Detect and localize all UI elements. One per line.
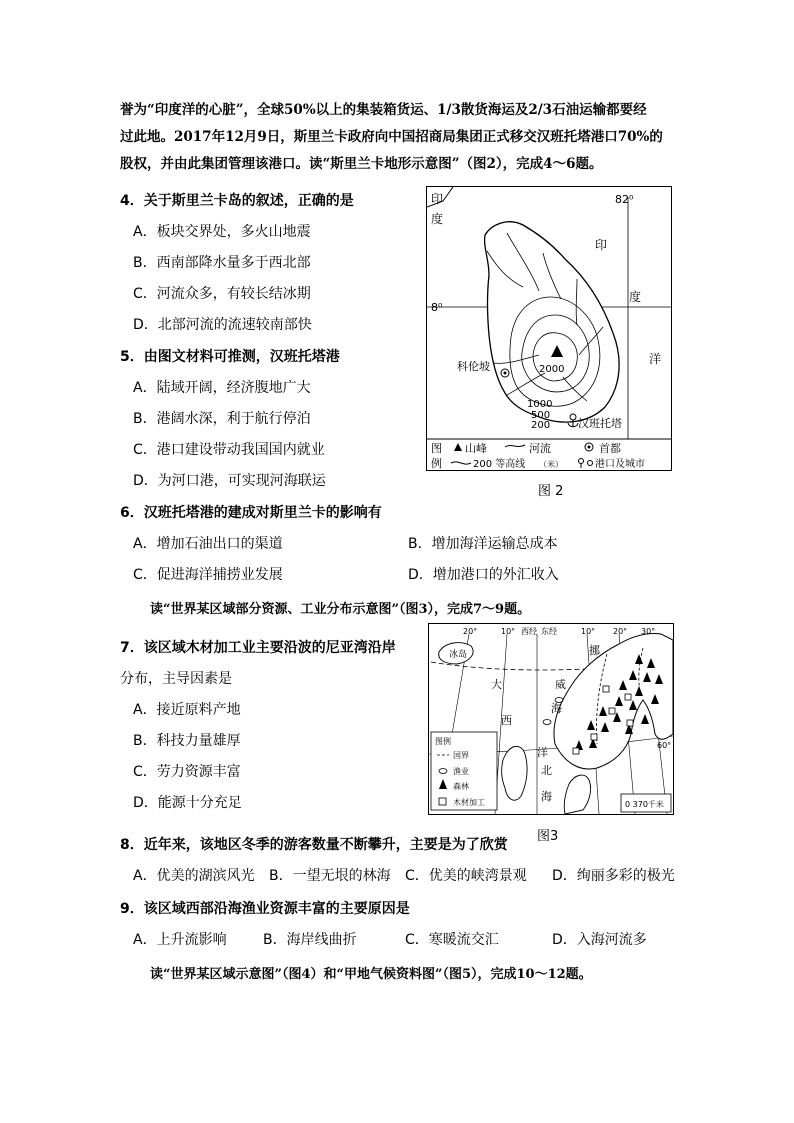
capital-icon-dot [504, 372, 507, 375]
question-4-option-a: A．板块交界处，多火山地震 [133, 224, 311, 240]
iceland-label: 冰岛 [449, 650, 468, 660]
scandinavia-map-drawing [429, 624, 673, 814]
legend-river-icon [505, 445, 525, 447]
question-8-option-a: A．优美的湖滨风光 [133, 868, 255, 884]
lon-label-30e: 30° [641, 627, 656, 636]
legend-label-1: 图 [431, 442, 442, 455]
east-longitude-label: 东经 [541, 627, 557, 636]
question-9-option-c: C．寒暖流交汇 [405, 932, 499, 948]
question-5-option-b: B．港阔水深，利于航行停泊 [133, 411, 311, 427]
north-sea-label-hai: 海 [541, 790, 552, 803]
sea-label-left-2: 度 [431, 212, 444, 226]
legend-wood-icon [439, 798, 446, 805]
question-6-title: 6．汉班托塔港的建成对斯里兰卡的影响有 [120, 505, 382, 521]
north-sea-label-bei: 北 [541, 764, 552, 777]
ocean-label-xi: 西 [501, 714, 512, 727]
contour-200-label: 200 [531, 420, 551, 431]
port-icon [570, 414, 576, 420]
sri-lanka-map-drawing [427, 187, 671, 470]
longitude-label: 82⁰ [615, 193, 634, 206]
question-9-title: 9．该区域西部沿海渔业资源丰富的主要原因是 [120, 901, 410, 917]
intro-line-2: 过此地。2017年12月9日，斯里兰卡政府向中国招商局集团正式移交汉班托塔港口70%的 [120, 129, 663, 145]
question-7-option-c: C．劳力资源丰富 [133, 764, 241, 780]
ocean-label-yang: 洋 [537, 746, 548, 759]
question-6-option-c: C．促进海洋捕捞业发展 [133, 567, 283, 583]
lon-label-20w: 20° [463, 627, 478, 636]
legend-label-2: 例 [431, 457, 442, 470]
question-8-title: 8．近年来，该地区冬季的游客数量不断攀升，主要是为了欣赏 [120, 837, 508, 853]
norway-label: 挪 [589, 644, 600, 657]
question-5-option-c: C．港口建设带动我国国内就业 [133, 442, 325, 458]
question-5-option-d: D．为河口港，可实现河海联运 [133, 473, 326, 489]
question-4-option-b: B．西南部降水量多于西北部 [133, 255, 311, 271]
figure-3-scandinavia-map [428, 623, 674, 815]
legend-contour-icon [451, 462, 471, 464]
legend-port-label: 港口及城市 [595, 459, 645, 470]
reading-instruction-fig4-5: 读“世界某区域示意图”（图4）和“甲地气候资料图”（图5），完成10～12题。 [150, 967, 592, 982]
question-9-option-d: D．入海河流多 [552, 932, 647, 948]
legend-border-label: 国界 [453, 751, 469, 760]
question-7-title-line2: 分布，主导因素是 [120, 671, 232, 687]
port-label: 汉班托塔 [578, 417, 622, 430]
question-7-option-a: A．接近原料产地 [133, 702, 241, 718]
question-5-title: 5．由图文材料可推测，汉班托塔港 [120, 349, 340, 365]
west-longitude-label: 西经 [521, 627, 537, 636]
british-isles-outline [502, 746, 527, 800]
legend-capital-label: 首都 [599, 442, 621, 455]
norway-sea-label-wei: 威 [555, 678, 566, 691]
question-8-option-c: C．优美的峡湾景观 [405, 868, 527, 884]
legend-forest-label: 森林 [453, 782, 469, 791]
contour-1000-label: 1000 [527, 399, 553, 410]
intro-line-1: 誉为“印度洋的心脏”，全球50%以上的集装箱货运、1/3散货海运及2/3石油运输都要经 [120, 102, 647, 118]
question-7-option-d: D．能源十分充足 [133, 795, 242, 811]
capital-label: 科伦坡 [457, 360, 490, 373]
question-4-option-c: C．河流众多，有较长结冰期 [133, 286, 311, 302]
question-4-title: 4．关于斯里兰卡岛的叙述，正确的是 [120, 193, 354, 209]
sea-label-right-3: 洋 [649, 352, 662, 366]
peak-elevation-label: 2000 [539, 364, 565, 375]
latitude-label: 8⁰ [431, 301, 443, 314]
lat-label-60n: 60° [657, 741, 672, 750]
reading-instruction-fig3: 读“世界某区域部分资源、工业分布示意图”（图3），完成7～9题。 [150, 602, 531, 617]
legend-city-icon [588, 461, 593, 466]
sea-label-left-1: 印 [431, 192, 444, 206]
ocean-label-da: 大 [491, 678, 502, 691]
lon-label-10w: 10° [501, 627, 516, 636]
legend-capital-icon-dot [588, 446, 591, 449]
legend-wood-label: 木材加工 [453, 798, 485, 807]
question-4-option-d: D．北部河流的流速较南部快 [133, 317, 312, 333]
figure-2-sri-lanka-map [426, 186, 672, 471]
question-5-option-a: A．陆域开阔，经济腹地广大 [133, 380, 311, 396]
question-8-option-d: D．绚丽多彩的极光 [552, 868, 675, 884]
legend-peak-icon [454, 443, 462, 451]
legend-river-label: 河流 [529, 442, 551, 455]
question-8-option-b: B．一望无垠的林海 [269, 868, 391, 884]
question-6-option-d: D．增加港口的外汇收入 [408, 567, 559, 583]
legend-fish-label: 渔业 [453, 767, 469, 776]
sea-label-right-1: 印 [595, 238, 608, 252]
figure-3-caption: 图3 [537, 829, 559, 844]
legend-peak-label: 山峰 [465, 442, 487, 455]
sea-label-right-2: 度 [629, 290, 642, 304]
intro-line-3: 股权，并由此集团管理该港口。读“斯里兰卡地形示意图”（图2），完成4～6题。 [120, 156, 603, 172]
question-7-title-line1: 7．该区域木材加工业主要沿波的尼亚湾沿岸 [120, 640, 396, 656]
question-6-option-a: A．增加石油出口的渠道 [133, 536, 283, 552]
question-9-option-b: B．海岸线曲折 [263, 932, 357, 948]
question-9-option-a: A．上升流影响 [133, 932, 227, 948]
lon-label-20e: 20° [613, 627, 628, 636]
scale-label: 0 370千米 [625, 800, 664, 809]
denmark-outline [564, 775, 590, 814]
legend-title: 图例 [435, 737, 451, 746]
question-7-option-b: B．科技力量雄厚 [133, 733, 241, 749]
lon-label-10e: 10° [581, 627, 596, 636]
norway-sea-label-hai: 海 [551, 702, 562, 715]
contour-500-label: 500 [531, 410, 551, 421]
legend-contour-label: 200 等高线 [473, 459, 526, 470]
figure-2-caption: 图 2 [538, 484, 564, 499]
legend-contour-unit: （米） [539, 460, 563, 469]
question-6-option-b: B．增加海洋运输总成本 [408, 536, 558, 552]
legend-port-icon [579, 459, 584, 464]
